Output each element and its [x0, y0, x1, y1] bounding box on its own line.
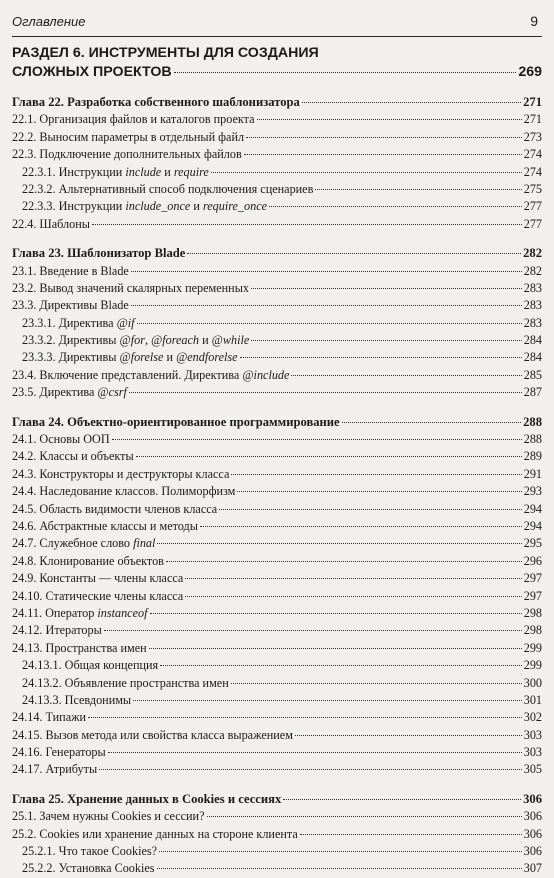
leader-dots: [231, 474, 521, 475]
leader-dots: [129, 392, 522, 393]
entry-page: 294: [523, 518, 542, 533]
toc-entry[interactable]: [12, 384, 542, 401]
toc-subentry[interactable]: [12, 675, 542, 692]
chapter-block: [12, 414, 542, 779]
toc-subentry[interactable]: [12, 181, 542, 198]
entry-title: 22.1. Организация файлов и каталогов проекта: [12, 112, 255, 127]
chapter-title: Глава 24. Объектно-ориентированное программирование: [12, 414, 340, 429]
leader-dots: [166, 561, 522, 562]
toc-entry[interactable]: [12, 483, 542, 500]
leader-dots: [251, 288, 522, 289]
entry-title: 22.4. Шаблоны: [12, 216, 90, 231]
entry-title: 23.3.3. Директивы @forelse и @endforelse: [22, 350, 238, 365]
entry-page: 303: [523, 745, 542, 760]
leader-dots: [131, 305, 522, 306]
leader-dots: [207, 816, 522, 817]
leader-dots: [136, 456, 522, 457]
entry-title: 23.3.2. Директивы @for, @foreach и @while: [22, 333, 250, 348]
entry-page: 307: [523, 861, 542, 876]
leader-dots: [157, 543, 521, 544]
leader-dots: [174, 72, 517, 73]
toc-entry[interactable]: [12, 146, 542, 163]
leader-dots: [302, 102, 521, 103]
chapter-heading[interactable]: [12, 94, 542, 111]
entry-title: 24.13.3. Псевдонимы: [22, 692, 132, 707]
entry-page: 289: [523, 449, 542, 464]
chapter-page: 306: [523, 791, 542, 806]
toc-entry[interactable]: [12, 448, 542, 465]
entry-page: 284: [523, 333, 542, 348]
entry-title: 22.3.2. Альтернативный способ подключения сценариев: [22, 181, 314, 196]
toc-entry[interactable]: [12, 622, 542, 639]
toc-subentry[interactable]: [12, 198, 542, 215]
leader-dots: [251, 340, 521, 341]
leader-dots: [92, 224, 522, 225]
leader-dots: [99, 769, 522, 770]
entry-title: 24.10. Статические члены класса: [12, 588, 184, 603]
entry-title: 24.4. Наследование классов. Полиморфизм: [12, 484, 236, 499]
leader-dots: [160, 665, 522, 666]
entry-title: 24.1. Основы ООП: [12, 432, 110, 447]
entry-page: 306: [523, 826, 542, 841]
toc-entry[interactable]: [12, 588, 542, 605]
entry-title: 24.3. Конструкторы и деструкторы класса: [12, 466, 230, 481]
entry-title: 24.14. Типажи: [12, 710, 87, 725]
entry-page: 287: [523, 385, 542, 400]
entry-page: 305: [523, 762, 542, 777]
toc-subentry[interactable]: [12, 657, 542, 674]
toc-entry[interactable]: [12, 263, 542, 280]
toc-entry[interactable]: [12, 501, 542, 518]
leader-dots: [315, 189, 521, 190]
entry-title: 24.8. Клонирование объектов: [12, 553, 164, 568]
entry-title: 24.11. Оператор instanceof: [12, 605, 148, 620]
leader-dots: [150, 613, 522, 614]
toc-subentry[interactable]: [12, 860, 542, 877]
entry-page: 283: [523, 280, 542, 295]
entry-title: 24.13. Пространства имен: [12, 640, 147, 655]
entry-title: 24.7. Служебное слово final: [12, 536, 156, 551]
entry-page: 297: [523, 588, 542, 603]
leader-dots: [185, 578, 521, 579]
entry-page: 294: [523, 501, 542, 516]
entry-title: 25.2. Cookies или хранение данных на стороне клиента: [12, 826, 298, 841]
entry-page: 288: [523, 432, 542, 447]
entry-title: 24.2. Классы и объекты: [12, 449, 134, 464]
entry-page: 300: [523, 675, 542, 690]
leader-dots: [237, 491, 521, 492]
leader-dots: [231, 683, 522, 684]
leader-dots: [300, 834, 522, 835]
leader-dots: [200, 526, 522, 527]
entry-title: 22.3.1. Инструкции include и require: [22, 164, 209, 179]
entry-page: 299: [523, 640, 542, 655]
table-of-contents: [12, 44, 542, 878]
entry-page: 277: [523, 216, 542, 231]
leader-dots: [149, 648, 522, 649]
chapter-heading[interactable]: [12, 414, 542, 431]
entry-page: 302: [523, 710, 542, 725]
toc-subentry[interactable]: [12, 843, 542, 860]
entry-page: 283: [523, 298, 542, 313]
leader-dots: [244, 154, 522, 155]
toc-entry[interactable]: [12, 808, 542, 825]
leader-dots: [112, 439, 522, 440]
entry-page: 306: [523, 809, 542, 824]
entry-page: 273: [523, 129, 542, 144]
leader-dots: [269, 206, 522, 207]
chapter-title: Глава 23. Шаблонизатор Blade: [12, 246, 186, 261]
header-page-number: 9: [530, 13, 538, 29]
toc-subentry[interactable]: [12, 315, 542, 332]
chapter-title: Глава 22. Разработка собственного шаблонизатора: [12, 95, 300, 109]
chapter-block: [12, 245, 542, 402]
entry-page: 275: [523, 181, 542, 196]
toc-entry[interactable]: [12, 535, 542, 552]
entry-title: 24.12. Итераторы: [12, 623, 102, 638]
entry-page: 298: [523, 605, 542, 620]
leader-dots: [88, 717, 522, 718]
entry-page: 296: [523, 553, 542, 568]
entry-page: 271: [523, 112, 542, 127]
entry-page: 274: [523, 164, 542, 179]
entry-page: 283: [523, 315, 542, 330]
entry-page: 295: [523, 536, 542, 551]
toc-entry[interactable]: [12, 553, 542, 570]
part-entry[interactable]: [12, 63, 542, 82]
entry-title: 23.4. Включение представлений. Директива @include: [12, 367, 290, 382]
entry-title: 25.2.2. Установка Cookies: [22, 861, 155, 876]
entry-title: 24.13.1. Общая концепция: [22, 658, 159, 673]
entry-title: 24.17. Атрибуты: [12, 762, 98, 777]
toc-subentry[interactable]: [12, 164, 542, 181]
chapters-list: [12, 94, 542, 878]
toc-entry[interactable]: [12, 129, 542, 146]
toc-subentry[interactable]: [12, 332, 542, 349]
entry-title: 22.2. Выносим параметры в отдельный файл: [12, 129, 245, 144]
toc-entry[interactable]: [12, 466, 542, 483]
toc-entry[interactable]: [12, 431, 542, 448]
entry-title: 24.9. Константы — члены класса: [12, 571, 184, 586]
entry-title: 24.15. Вызов метода или свойства класса выражением: [12, 727, 293, 742]
entry-page: 293: [523, 484, 542, 499]
chapter-heading[interactable]: [12, 245, 542, 262]
toc-entry[interactable]: [12, 570, 542, 587]
header-title: Оглавление: [12, 14, 86, 29]
toc-entry[interactable]: [12, 297, 542, 314]
entry-title: 23.3. Директивы Blade: [12, 298, 129, 313]
leader-dots: [257, 119, 522, 120]
toc-entry[interactable]: [12, 605, 542, 622]
entry-page: 301: [523, 692, 542, 707]
leader-dots: [159, 851, 522, 852]
leader-dots: [133, 700, 522, 701]
toc-entry[interactable]: [12, 744, 542, 761]
toc-entry[interactable]: [12, 518, 542, 535]
leader-dots: [291, 375, 521, 376]
chapter-block: [12, 94, 542, 233]
leader-dots: [131, 271, 522, 272]
entry-title: 23.5. Директива @csrf: [12, 385, 127, 400]
entry-page: 284: [523, 350, 542, 365]
leader-dots: [187, 253, 521, 254]
chapter-page: 282: [523, 246, 542, 261]
entry-page: 298: [523, 623, 542, 638]
entry-title: 24.13.2. Объявление пространства имен: [22, 675, 229, 690]
leader-dots: [185, 596, 521, 597]
toc-subentry[interactable]: [12, 349, 542, 366]
leader-dots: [157, 868, 522, 869]
leader-dots: [211, 172, 522, 173]
running-header: [12, 10, 542, 37]
toc-entry[interactable]: [12, 640, 542, 657]
leader-dots: [246, 137, 522, 138]
entry-title: 23.3.1. Директива @if: [22, 315, 135, 330]
entry-title: 23.2. Вывод значений скалярных переменных: [12, 280, 249, 295]
toc-entry[interactable]: [12, 216, 542, 233]
entry-page: 282: [523, 263, 542, 278]
toc-subentry[interactable]: [12, 692, 542, 709]
entry-title: 24.6. Абстрактные классы и методы: [12, 518, 198, 533]
entry-page: 306: [523, 844, 542, 859]
leader-dots: [240, 357, 522, 358]
toc-entry[interactable]: [12, 761, 542, 778]
entry-title: 24.16. Генераторы: [12, 745, 106, 760]
entry-title: 24.5. Область видимости членов класса: [12, 501, 218, 516]
toc-entry[interactable]: [12, 367, 542, 384]
chapter-block: [12, 791, 542, 878]
toc-entry[interactable]: [12, 280, 542, 297]
entry-page: 274: [523, 147, 542, 162]
chapter-title: Глава 25. Хранение данных в Cookies и сессиях: [12, 791, 282, 806]
toc-entry[interactable]: [12, 826, 542, 843]
part-title-line2: СЛОЖНЫХ ПРОЕКТОВ: [12, 64, 172, 80]
part-heading: [12, 44, 542, 82]
leader-dots: [104, 630, 522, 631]
part-page: 269: [518, 64, 542, 80]
chapter-page: 271: [523, 95, 542, 109]
entry-title: 25.1. Зачем нужны Cookies и сессии?: [12, 809, 205, 824]
entry-title: 25.2.1. Что такое Cookies?: [22, 844, 158, 859]
leader-dots: [342, 422, 521, 423]
leader-dots: [137, 323, 522, 324]
entry-page: 303: [523, 727, 542, 742]
leader-dots: [295, 735, 522, 736]
entry-page: 277: [523, 199, 542, 214]
chapter-page: 288: [523, 414, 542, 429]
entry-page: 285: [523, 367, 542, 382]
leader-dots: [108, 752, 522, 753]
entry-title: 23.1. Введение в Blade: [12, 263, 129, 278]
entry-page: 291: [523, 466, 542, 481]
toc-entry[interactable]: [12, 727, 542, 744]
entry-title: 22.3. Подключение дополнительных файлов: [12, 147, 242, 162]
entry-page: 299: [523, 658, 542, 673]
toc-entry[interactable]: [12, 111, 542, 128]
entry-page: 297: [523, 571, 542, 586]
leader-dots: [219, 509, 522, 510]
part-title-line1: РАЗДЕЛ 6. ИНСТРУМЕНТЫ ДЛЯ СОЗДАНИЯ: [12, 45, 319, 61]
entry-title: 22.3.3. Инструкции include_once и require_once: [22, 199, 268, 214]
toc-entry[interactable]: [12, 709, 542, 726]
